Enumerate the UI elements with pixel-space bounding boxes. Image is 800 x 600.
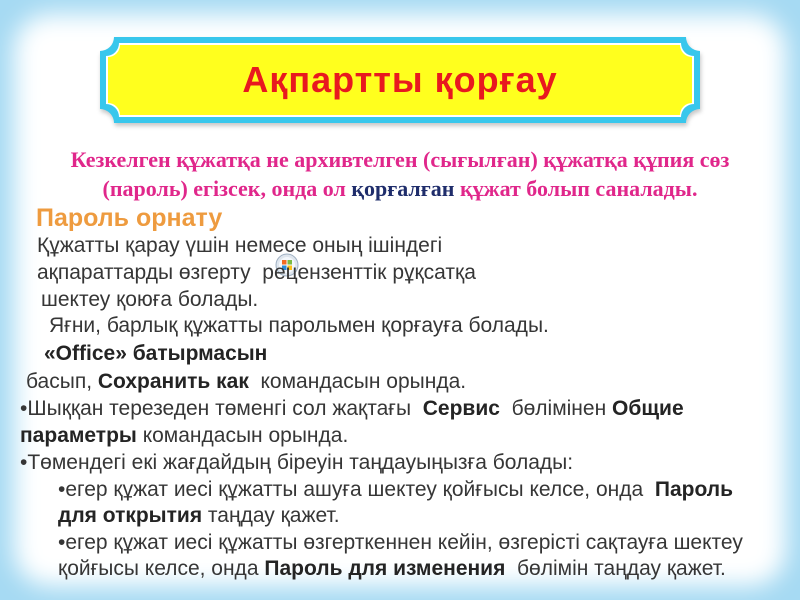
body-line-13 [58,556,726,582]
section-heading: Пароль орнату [36,204,223,232]
bold-term-parameters: параметры [20,424,137,447]
body-line-2: ақпараттарды өзгерту рецензенттік рұқсатқа [37,261,476,284]
bold-term-service: Сервис [422,397,500,420]
body-text-run: бөлімінен [499,397,613,420]
body-line-10 [58,477,733,503]
intro-line-2-end: құжат болып саналады. [454,176,698,201]
body-line-9: •Төмендегі екі жағдайдың біреуін таңдауыңызға болады: [20,451,574,474]
intro-line-2 [0,176,800,202]
bold-term-password: Пароль [654,478,733,501]
body-line-7 [20,396,684,422]
body-line-12: •егер құжат иесі құжатты өзгерткеннен кейін, өзгерісті сақтауға шектеу [58,531,743,554]
bold-term-password-for-change: Пароль для изменения [264,557,506,580]
body-line-6 [26,369,466,395]
intro-line-1: Кезкелген құжатқа не архивтелген (сығылған) құжатқа құпия сөз [70,147,730,172]
body-text-run: •Шыққан терезеден төменгі сол жақтағы [20,397,423,420]
body-line-5: «Office» батырмасын [44,342,268,365]
body-text-run: •егер құжат иесі құжатты ашуға шектеу қойғысы келсе, онда [58,478,655,501]
bold-term-general: Общие [612,397,684,420]
body-text-run: бөлімін таңдау қажет. [505,557,726,580]
bold-term-for-opening: для открытия [58,504,203,527]
body-text-run: таңдау қажет. [202,504,340,527]
body-line-1: Құжатты қарау үшін немесе оның ішіндегі [37,234,443,257]
body-line-3: шектеу қоюға болады. [41,288,259,311]
body-line-8 [20,423,348,449]
slide-title: Ақпартты қорғау [242,59,558,100]
body-text-run: командасын орында. [248,370,467,393]
intro-highlight-word: қорғалған [351,176,455,201]
bold-term-save-as: Сохранить как [97,370,249,393]
intro-line-2-start: (пароль) егізсек, онда ол [102,176,352,201]
body-line-11 [58,503,340,529]
body-line-4: Яғни, барлық құжатты парольмен қорғауға болады. [49,314,549,337]
body-text-run: командасын орында. [136,424,349,447]
body-text-run: қойғысы келсе, онда [58,557,265,580]
body-text-run: басып, [26,370,98,393]
